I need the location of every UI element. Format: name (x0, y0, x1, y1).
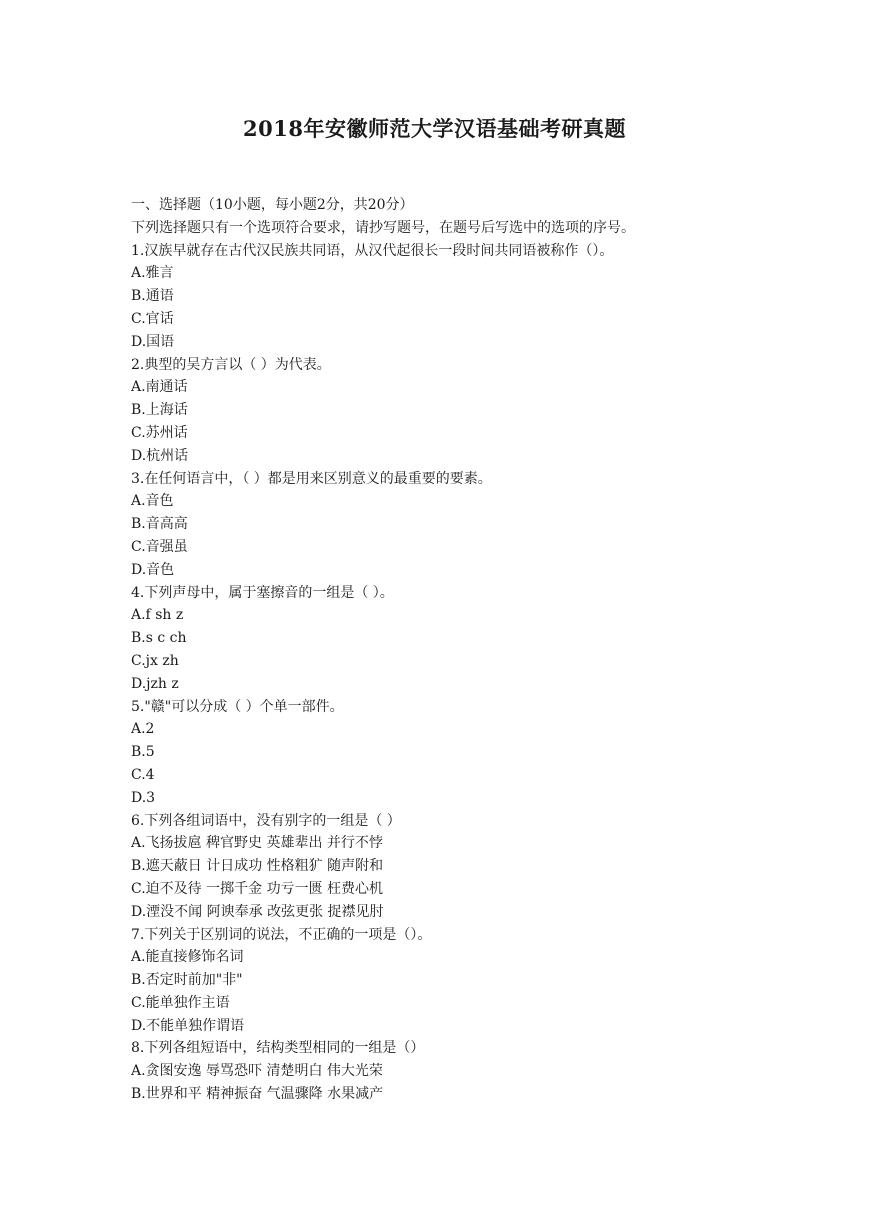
option-b: B.世界和平 精神振奋 气温骤降 水果减产 (131, 1086, 384, 1103)
option-c: C.jx zh (131, 652, 179, 669)
option-c: C.苏州话 (131, 424, 188, 441)
option-a: A.音色 (131, 493, 174, 510)
option-c: C.迫不及待 一掷千金 功亏一匮 枉费心机 (131, 880, 384, 897)
option-d: D.不能单独作谓语 (131, 1017, 245, 1034)
option-b: B.否定时前加"非" (131, 972, 243, 989)
option-d: D.jzh z (131, 675, 179, 692)
question-1 (131, 240, 771, 354)
option-c: C.官话 (131, 310, 174, 327)
question-stem: 6.下列各组词语中，没有别字的一组是（ ） (131, 812, 401, 829)
option-c: C.4 (131, 766, 155, 783)
question-stem: 1.汉族早就存在古代汉民族共同语，从汉代起很长一段时间共同语被称作（）。 (131, 242, 614, 259)
option-b: B.遮天蔽日 计日成功 性格粗犷 随声附和 (131, 858, 384, 875)
option-b: B.上海话 (131, 402, 188, 419)
exam-content (131, 194, 771, 1106)
option-c: C.音强虽 (131, 538, 188, 555)
option-a: A.雅言 (131, 265, 174, 282)
option-d: D.国语 (131, 333, 175, 350)
option-a: A.南通话 (131, 379, 188, 396)
option-d: D.音色 (131, 561, 175, 578)
question-7 (131, 924, 771, 1038)
option-d: D.湮没不闻 阿谀奉承 改弦更张 捉襟见肘 (131, 903, 384, 920)
question-8 (131, 1037, 771, 1105)
question-stem: 2.典型的吴方言以（ ）为代表。 (131, 356, 331, 373)
option-d: D.3 (131, 789, 156, 806)
option-b: B.5 (131, 744, 155, 761)
question-stem: 4.下列声母中，属于塞擦音的一组是（ ）。 (131, 584, 394, 601)
option-b: B.音高高 (131, 516, 188, 533)
page-title: 2018年安徽师范大学汉语基础考研真题 (243, 116, 626, 141)
question-2 (131, 354, 771, 468)
option-b: B.s c ch (131, 630, 187, 647)
option-b: B.通语 (131, 288, 174, 305)
question-stem: 8.下列各组短语中，结构类型相同的一组是（） (131, 1040, 425, 1057)
question-6 (131, 810, 771, 924)
question-stem: 3.在任何语言中，（ ）都是用来区别意义的最重要的要素。 (131, 470, 492, 487)
question-stem: 5."赣"可以分成（ ）个单一部件。 (131, 698, 344, 715)
question-stem: 7.下列关于区别词的说法，不正确的一项是（）。 (131, 926, 432, 943)
option-a: A.贪图安逸 辱骂恐吓 清楚明白 伟大光荣 (131, 1063, 383, 1080)
section-heading: 一、选择题（10小题，每小题2分，共20分） (131, 197, 414, 213)
instructions: 下列选择题只有一个选项符合要求，请抄写题号，在题号后写选中的选项的序号。 (131, 219, 635, 236)
option-a: A.2 (131, 721, 155, 738)
option-a: A.f sh z (131, 607, 184, 624)
option-a: A.飞扬拔扈 稗官野史 英雄辈出 并行不悖 (131, 835, 383, 852)
question-5 (131, 696, 771, 810)
question-4 (131, 582, 771, 696)
option-d: D.杭州话 (131, 447, 189, 464)
question-3 (131, 468, 771, 582)
option-c: C.能单独作主语 (131, 994, 230, 1011)
option-a: A.能直接修饰名词 (131, 949, 244, 966)
